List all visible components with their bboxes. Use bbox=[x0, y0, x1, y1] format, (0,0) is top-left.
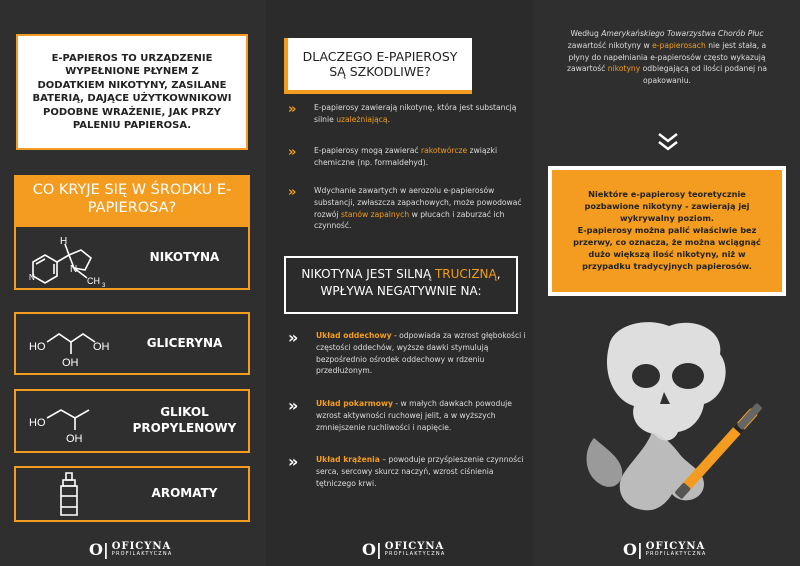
bullet-2-end: związki chemiczne (np. formaldehyd). bbox=[314, 146, 498, 167]
system-circulatory bbox=[288, 454, 528, 489]
ch-label: CH bbox=[87, 275, 100, 286]
double-chevron-icon: » bbox=[288, 396, 299, 415]
notice-text-1: Niektóre e-papierosy teoretycznie pozbawione nikotyny - zawierają jej wykrywalny poziom. bbox=[584, 189, 750, 224]
system-circulatory-name: Układ krążenia bbox=[316, 455, 380, 464]
item-aromas bbox=[14, 466, 250, 522]
item-glycerin bbox=[14, 312, 250, 375]
bullet-1-end: . bbox=[387, 114, 390, 124]
item-nicotine-label: NIKOTYNA bbox=[149, 249, 220, 264]
system-respiratory-text: - odpowiada za wzrost głębokości i częstości oddechów, wyższe dawki stymulują bezpośrednio ośrodek oddechowy w rdzeniu przedłużonym. bbox=[316, 331, 526, 376]
oh-label-bottom: OH bbox=[62, 357, 79, 369]
item-aromas-label: AROMATY bbox=[151, 486, 218, 501]
bullet-2-text: E-papierosy mogą zawierać bbox=[314, 146, 422, 155]
h-atom: H bbox=[60, 235, 68, 247]
logo-name: OFICYNA bbox=[111, 541, 172, 552]
double-chevron-icon: » bbox=[288, 328, 299, 347]
n-atom-pyrrolidine: N bbox=[70, 263, 78, 275]
double-chevron-icon: » bbox=[288, 185, 297, 200]
logo-mark: O| bbox=[89, 540, 109, 559]
logo-mark: O| bbox=[362, 540, 382, 559]
intro-box bbox=[16, 34, 248, 150]
logo-name: OFICYNA bbox=[645, 541, 706, 552]
system-respiratory bbox=[288, 330, 528, 377]
logo-sub: PROFILAKTYCZNA bbox=[111, 551, 173, 557]
harm-bullet-1 bbox=[288, 102, 528, 126]
nicotine-molecule-icon bbox=[16, 227, 121, 288]
skull-smoke-illustration bbox=[574, 318, 774, 532]
toxin-text-pre: NIKOTYNA JEST SILNĄ bbox=[301, 267, 435, 281]
item-nicotine bbox=[14, 227, 250, 290]
item-glycerin-label: GLICERYNA bbox=[146, 335, 223, 350]
system-circulatory-text: – powoduje przyśpieszenie czynności serca, sercowy skurcz naczyń, wzrost ciśnienia tętniczego krwi. bbox=[316, 455, 524, 488]
subscript-3: 3 bbox=[102, 282, 106, 288]
inside-heading: CO KRYJE SIĘ W ŚRODKU E-PAPIEROSA? bbox=[14, 175, 250, 227]
logo-right bbox=[623, 540, 706, 559]
oh-label-pg: OH bbox=[66, 432, 83, 445]
bullet-3-text: Wdychanie zawartych w aerozolu e-papierosów substancji, zwłaszcza zapachowych, może powodować rozwój bbox=[314, 186, 522, 219]
lung-text-2: zawartość nikotyny w bbox=[567, 40, 653, 50]
harm-bullet-2 bbox=[288, 145, 528, 169]
notice-box bbox=[548, 166, 786, 296]
system-respiratory-name: Układ oddechowy bbox=[316, 331, 392, 340]
bullet-3-highlight: stanów zapalnych bbox=[340, 209, 410, 219]
bullet-2-highlight: rakotwórcze bbox=[421, 146, 468, 155]
bullet-1-text: E-papierosy zawierają nikotynę, która jest substancją silnie bbox=[314, 103, 517, 124]
logo-middle bbox=[362, 540, 445, 559]
logo-sub: PROFILAKTYCZNA bbox=[645, 551, 707, 557]
lung-association-text bbox=[560, 28, 774, 87]
dropper-bottle-icon bbox=[16, 468, 121, 520]
lung-text-3: nie jest stała, a płyny do napełniania e-papierosów często wykazują zawartość bbox=[566, 40, 767, 74]
intro-text: E-PAPIEROS TO URZĄDZENIE WYPEŁNIONE PŁYNEM Z DODATKIEM NIKOTYNY, ZASILANE BATERIĄ, DAJĄCE UŻYTKOWNIKOWI PODOBNE WRAŻENIE, JAK PRZY PALENIU PAPIEROSA. bbox=[32, 52, 232, 131]
lung-text-4: odbiegającą od ilości podanej na opakowaniu. bbox=[640, 64, 768, 86]
bullet-3-end: w płucach i zaburzać ich czynność. bbox=[314, 209, 505, 231]
nicotine-toxin-heading bbox=[284, 256, 518, 314]
double-chevron-icon: » bbox=[288, 452, 299, 471]
lung-text-1: Według bbox=[570, 29, 602, 38]
why-harmful-heading bbox=[284, 38, 472, 94]
lung-text-italic: Amerykańskiego Towarzystwa Chorób Płuc bbox=[601, 29, 764, 38]
lung-text-highlight-2: nikotyny bbox=[607, 64, 641, 74]
logo-sub: PROFILAKTYCZNA bbox=[384, 551, 446, 557]
ho-label-pg: HO bbox=[29, 416, 46, 429]
notice-text-2: E-papierosy można palić właściwie bez przerwy, co oznacza, że można wciągnąć dużo większą ilość nikotyny, niż w przypadku tradycyjnych papierosów. bbox=[573, 225, 761, 271]
n-atom-ring: N bbox=[29, 272, 35, 282]
oh-label-right: OH bbox=[93, 341, 110, 353]
toxin-text-post: , WPŁYWA NEGATYWNIE NA: bbox=[320, 267, 501, 299]
propylene-glycol-molecule-icon bbox=[16, 391, 121, 451]
logo-left bbox=[89, 540, 172, 559]
logo-name: OFICYNA bbox=[384, 541, 445, 552]
logo-mark: O| bbox=[623, 540, 643, 559]
item-propylene-glycol bbox=[14, 389, 250, 453]
double-chevron-icon: » bbox=[288, 102, 297, 117]
glycerin-molecule-icon bbox=[16, 314, 121, 373]
system-digestive bbox=[288, 398, 528, 433]
harm-bullet-3 bbox=[288, 185, 528, 232]
bullet-1-highlight: uzależniającą bbox=[336, 114, 388, 124]
system-digestive-name: Układ pokarmowy bbox=[316, 399, 393, 408]
toxin-highlight: TRUCIZNĄ bbox=[434, 267, 497, 281]
double-chevron-down-icon bbox=[657, 132, 677, 153]
system-digestive-text: - w małych dawkach powoduje wzrost aktywności ruchowej jelit, a w wyższych zmniejszenie ruchliwości i napięcie. bbox=[316, 399, 512, 432]
double-chevron-icon: » bbox=[288, 145, 297, 160]
item-propylene-glycol-label: GLIKOL PROPYLENOWY bbox=[132, 405, 237, 435]
lung-text-highlight-1: e-papierosach bbox=[652, 40, 706, 50]
ho-label: HO bbox=[29, 341, 46, 353]
why-harmful-heading-text: DLACZEGO E-PAPIEROSY SĄ SZKODLIWE? bbox=[302, 49, 458, 79]
